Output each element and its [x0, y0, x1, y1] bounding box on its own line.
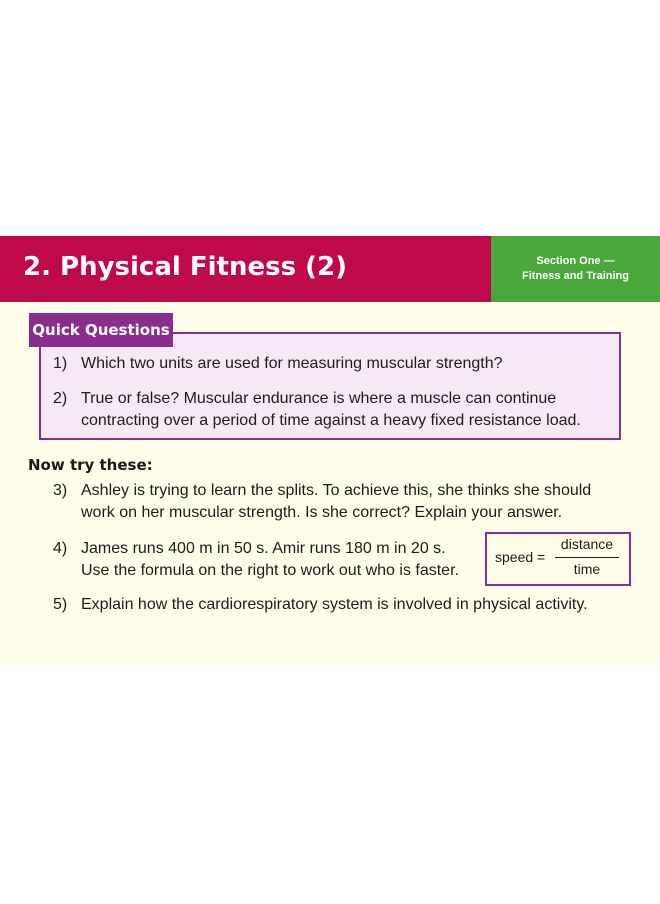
section-tag-line1: Section One — — [536, 255, 615, 267]
question-number: 3) — [53, 482, 68, 499]
question-text: Which two units are used for measuring muscular strength? — [81, 355, 503, 372]
quick-questions-label: Quick Questions — [29, 313, 173, 347]
question-number: 5) — [53, 596, 68, 613]
question-text-line-2: work on her muscular strength. Is she correct? Explain your answer. — [81, 504, 563, 521]
formula-numerator: distance — [560, 536, 614, 552]
question-text-line-2: Use the formula on the right to work out who is faster. — [81, 562, 459, 579]
speed-formula-box — [485, 532, 631, 586]
question-number: 2) — [53, 390, 68, 407]
question-text: Explain how the cardiorespiratory system is involved in physical activity. — [81, 596, 588, 613]
question-text-line-1: True or false? Muscular endurance is where a muscle can continue — [81, 390, 557, 407]
fraction-bar — [555, 557, 619, 558]
page-title: 2. Physical Fitness (2) — [23, 252, 347, 282]
question-number: 1) — [53, 355, 68, 372]
section-tag-line2: Fitness and Training — [522, 270, 629, 282]
question-number: 4) — [53, 540, 68, 557]
question-text-line-1: Ashley is trying to learn the splits. To achieve this, she thinks she should — [81, 482, 592, 499]
header-bar — [0, 236, 491, 302]
section-tag — [491, 236, 660, 302]
revision-card — [0, 236, 660, 666]
question-text-line-1: James runs 400 m in 50 s. Amir runs 180 m in 20 s. — [81, 540, 446, 557]
formula-denominator: time — [573, 561, 601, 577]
now-try-heading: Now try these: — [28, 456, 153, 474]
formula-lhs: speed = — [495, 549, 546, 565]
question-text-line-2: contracting over a period of time against a heavy fixed resistance load. — [81, 412, 581, 429]
